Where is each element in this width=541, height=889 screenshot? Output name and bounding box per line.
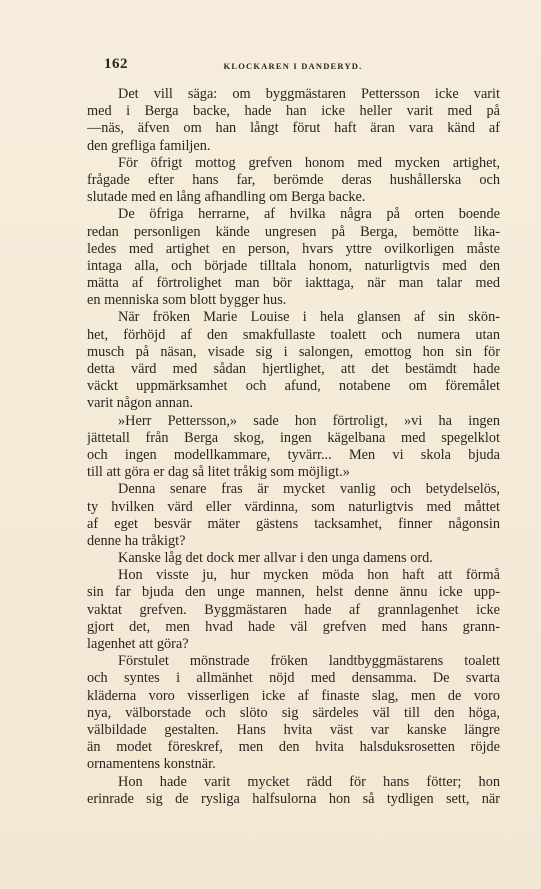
text-line: frågade efter hans far, berömde deras hushållerska och (87, 171, 500, 188)
text-line: Kanske låg det dock mer allvar i den unga damens ord. (118, 550, 433, 567)
text-line: Förstulet mönstrade fröken landtbyggmästarens toalett (118, 653, 500, 670)
text-line: den grefliga familjen. (87, 137, 211, 154)
text-line: vaktat grefven. Byggmästaren hade af grannlagenhet icke (87, 601, 500, 618)
text-line: mätta af förtrolighet man bör iakttaga, när man talar med (87, 275, 500, 292)
text-line: med i Berga backe, hade han icke heller varit med på (87, 103, 500, 120)
text-line: nya, välborstade och slöto sig särdeles väl till den höga, (87, 704, 500, 721)
text-line: och ingen modellkammare, tyvärr... Men vi skola bjuda (87, 446, 500, 463)
page-number: 162 (104, 56, 128, 72)
text-line: varit någon annan. (87, 395, 193, 412)
text-line: redan personligen kände ungresen på Berga, bemötte lika- (87, 223, 500, 240)
text-line: ledes med artighet en person, hvars yttre ovilkorligen måste (87, 240, 500, 257)
running-head (88, 56, 498, 76)
text-line: gjort det, men hvad hade väl grefven med hans grann- (87, 618, 500, 635)
text-line: intaga alla, och började tilltala honom, naturligtvis med den (87, 257, 500, 274)
text-line: detta värd med sådan hjertlighet, att det bestämdt hade (87, 361, 500, 377)
text-line: af eget besvär mäter gästens tacksamhet, finner någonsin (87, 515, 500, 532)
text-line: När fröken Marie Louise i hela glansen af sin skön- (118, 309, 500, 326)
text-line: och syntes i allmänhet nöjd med densamma. De svarta (87, 670, 500, 687)
text-line: ornamentens konstnär. (87, 756, 216, 773)
text-line: Hon hade varit mycket rädd för hans fötter; hon (118, 773, 500, 790)
running-title: KLOCKAREN I DANDERYD. (223, 61, 363, 71)
text-line: väckt uppmärksamhet och afund, notabene om föremålet (87, 378, 500, 395)
text-line: lagenhet att göra? (87, 636, 189, 652)
text-line: denne ha tråkigt? (87, 532, 186, 549)
text-line: jättetall från Berga skog, ingen kägelbana med spegelklot (87, 429, 500, 446)
text-line: Hon visste ju, hur mycken möda hon haft att förmå (118, 567, 500, 584)
text-line: —näs, äfven om han långt förut haft äran vara känd af (87, 120, 500, 137)
text-line: sin far bjuda den unge mannen, helst denne ännu icke upp- (87, 584, 500, 601)
text-line: till att göra er dag så litet tråkig som möjligt.» (87, 464, 350, 481)
text-line: kläderna voro visserligen icke af finaste slag, men de voro (87, 687, 500, 704)
text-line: Denna senare fras är mycket vanlig och betydelselös, (118, 481, 500, 498)
text-line: än modet föreskref, men den hvita halsduksrosetten röjde (87, 739, 500, 756)
text-line: »Herr Pettersson,» sade hon förtroligt, »vi ha ingen (118, 412, 500, 429)
body-text (87, 86, 500, 808)
text-line: musch på näsan, visade sig i salongen, emottog hon sin för (87, 343, 500, 360)
text-line: välbildade gestalten. Hans hvita väst var kanske längre (87, 721, 500, 738)
text-line: en menniska som blott bygger hus. (87, 292, 287, 309)
text-line: De öfriga herrarne, af hvilka några på orten boende (118, 206, 500, 223)
text-line: slutade med en lång afhandling om Berga backe. (87, 189, 366, 206)
text-line: För öfrigt mottog grefven honom med mycken artighet, (118, 154, 500, 171)
text-line: erinrade sig de rysliga halfsulorna hon så tydligen sett, när (87, 790, 500, 807)
text-line: het, förhöjd af den smakfullaste toalett och numera utan (87, 326, 500, 343)
text-line: Det vill säga: om byggmästaren Pettersson icke varit (118, 86, 500, 102)
text-line: ty hvilken värd eller värdinna, som naturligtvis med måttet (87, 498, 500, 515)
